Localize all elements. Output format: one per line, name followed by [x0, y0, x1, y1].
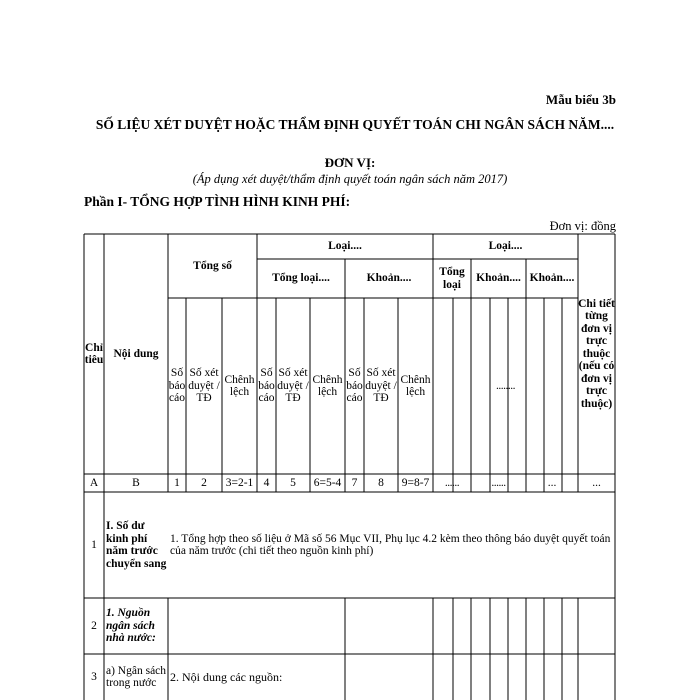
header-loai-2: Loại.... — [488, 240, 523, 253]
header-khoan-1: Khoản.... — [366, 272, 412, 285]
header-so-bao-cao: Số báo cáo — [168, 367, 186, 405]
header-dots: ........ — [496, 379, 515, 392]
header-chi-tiet: Chi tiết từng đơn vị trực thuộc (nếu có đơn vị trực thuộc) — [578, 297, 615, 410]
header-chenh-lech: Chênh lệch — [400, 373, 431, 398]
header-loai-1: Loại.... — [328, 240, 362, 253]
unit-heading: ĐƠN VỊ: — [324, 155, 376, 170]
form-code: Mẫu biểu 3b — [545, 92, 616, 107]
row-number: 3 — [91, 670, 97, 683]
row-note: 1. Tổng hợp theo số liệu ở Mã số 56 Mục VII, Phụ lục 4.2 kèm theo thông báo duyệt quyết toán của năm trước (chi tiết theo nguồn kinh phí) — [170, 532, 611, 557]
index-cell: 3=2-1 — [225, 476, 254, 489]
index-cell: ... — [547, 476, 557, 489]
header-chenh-lech: Chênh lệch — [312, 373, 343, 398]
index-cell: ... — [592, 476, 601, 489]
subtitle: (Áp dụng xét duyệt/thẩm định quyết toán ngân sách năm 2017) — [192, 172, 508, 186]
header-chenh-lech: Chênh lệch — [224, 373, 255, 398]
index-cell: ...... — [444, 476, 460, 489]
index-cell: ...... — [491, 476, 506, 489]
index-cell: 9=8-7 — [401, 476, 430, 489]
index-cell: 6=5-4 — [313, 476, 342, 489]
document-title: SỐ LIỆU XÉT DUYỆT HOẶC THẨM ĐỊNH QUYẾT TOÁN CHI NGÂN SÁCH NĂM.... — [95, 117, 615, 132]
header-so-xet-duyet: Số xét duyệt / TĐ — [277, 367, 309, 405]
header-tong-loai-1: Tổng loại.... — [272, 272, 330, 285]
currency-unit: Đơn vị: đồng — [549, 219, 616, 233]
header-so-xet-duyet: Số xét duyệt / TĐ — [188, 367, 220, 405]
index-cell: 4 — [263, 476, 270, 489]
header-khoan-2a: Khoản.... — [476, 272, 521, 285]
header-so-xet-duyet: Số xét duyệt / TĐ — [365, 367, 397, 405]
index-cell: 1 — [174, 476, 180, 489]
header-noi-dung: Nội dung — [113, 347, 159, 360]
row-label: a) Ngân sách trong nước — [106, 664, 167, 689]
header-chi-tieu: Chỉ tiêu — [84, 341, 104, 366]
index-cell: 8 — [378, 476, 384, 489]
header-khoan-2b: Khoản.... — [529, 272, 575, 285]
row-note: 2. Nội dung các nguồn: — [170, 669, 283, 684]
header-tong-so: Tổng số — [193, 259, 232, 272]
header-so-bao-cao: Số báo cáo — [258, 367, 275, 405]
row-label: 1. Nguồn ngân sách nhà nước: — [106, 607, 156, 645]
part-title: Phần I- TỔNG HỢP TÌNH HÌNH KINH PHÍ: — [84, 194, 351, 209]
index-cell: 5 — [290, 476, 296, 489]
index-cell: B — [132, 476, 140, 489]
index-cell: 7 — [351, 476, 358, 489]
row-label: I. Số dư kinh phí năm trước chuyển sang — [106, 520, 167, 570]
index-cell: A — [89, 476, 99, 489]
header-tong-loai-2: Tổng loại — [439, 266, 465, 291]
row-number: 2 — [91, 619, 97, 632]
header-so-bao-cao: Số báo cáo — [346, 367, 363, 405]
index-cell: 2 — [201, 476, 207, 489]
row-number: 1 — [91, 538, 97, 551]
